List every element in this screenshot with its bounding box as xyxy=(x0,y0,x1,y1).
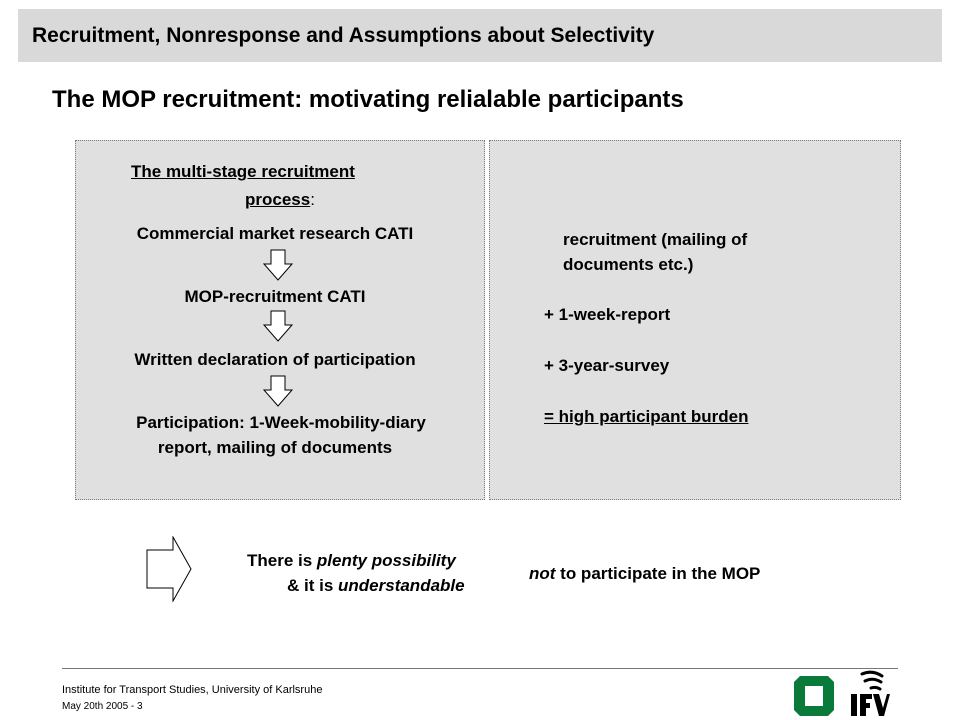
footer-institute: Institute for Transport Studies, University of Karlsruhe xyxy=(62,684,323,696)
ifv-logo xyxy=(846,670,890,718)
burden-line4: + 3-year-survey xyxy=(544,356,670,375)
conclusion-line1-prefix: There is xyxy=(247,551,317,570)
burden-line1: recruitment (mailing of xyxy=(563,230,748,249)
slide-title: The MOP recruitment: motivating relialable participants xyxy=(52,86,684,113)
burden-line3: + 1-week-report xyxy=(544,305,671,324)
university-logo xyxy=(792,674,836,718)
conclusion-right xyxy=(529,564,760,584)
step-mop-cati: MOP-recruitment CATI xyxy=(184,287,366,306)
right-arrow-icon xyxy=(146,536,192,602)
conclusion-line2 xyxy=(287,576,465,596)
down-arrow-icon xyxy=(263,249,293,281)
process-heading-line2 xyxy=(245,190,315,210)
footer-date: May 20th 2005 - 3 xyxy=(62,701,143,712)
conclusion-line2-prefix: & it is xyxy=(287,576,339,595)
conclusion-line2-italic: understandable xyxy=(338,576,465,595)
conclusion-line1 xyxy=(247,551,456,571)
process-heading-word: process xyxy=(245,190,311,209)
conclusion-line1-italic: plenty possibility xyxy=(316,551,456,570)
burden-line2: documents etc.) xyxy=(563,255,694,274)
step-participation-line1: Participation: 1-Week-mobility-diary xyxy=(136,413,426,432)
burden-line5: = high participant burden xyxy=(544,407,749,426)
footer-divider xyxy=(62,668,898,669)
recruitment-process-panel xyxy=(75,140,485,500)
step-written-declaration: Written declaration of participation xyxy=(134,350,416,369)
conclusion-right-italic: not xyxy=(529,564,556,583)
burden-panel xyxy=(489,140,901,500)
step-commercial-cati: Commercial market research CATI xyxy=(136,224,414,243)
down-arrow-icon xyxy=(263,310,293,342)
header-title: Recruitment, Nonresponse and Assumptions about Selectivity xyxy=(32,24,655,47)
process-heading-colon: : xyxy=(310,190,315,209)
process-heading-line1: The multi-stage recruitment xyxy=(131,162,355,181)
down-arrow-icon xyxy=(263,375,293,407)
step-participation-line2: report, mailing of documents xyxy=(157,438,393,457)
conclusion-right-rest: to participate in the MOP xyxy=(555,564,761,583)
